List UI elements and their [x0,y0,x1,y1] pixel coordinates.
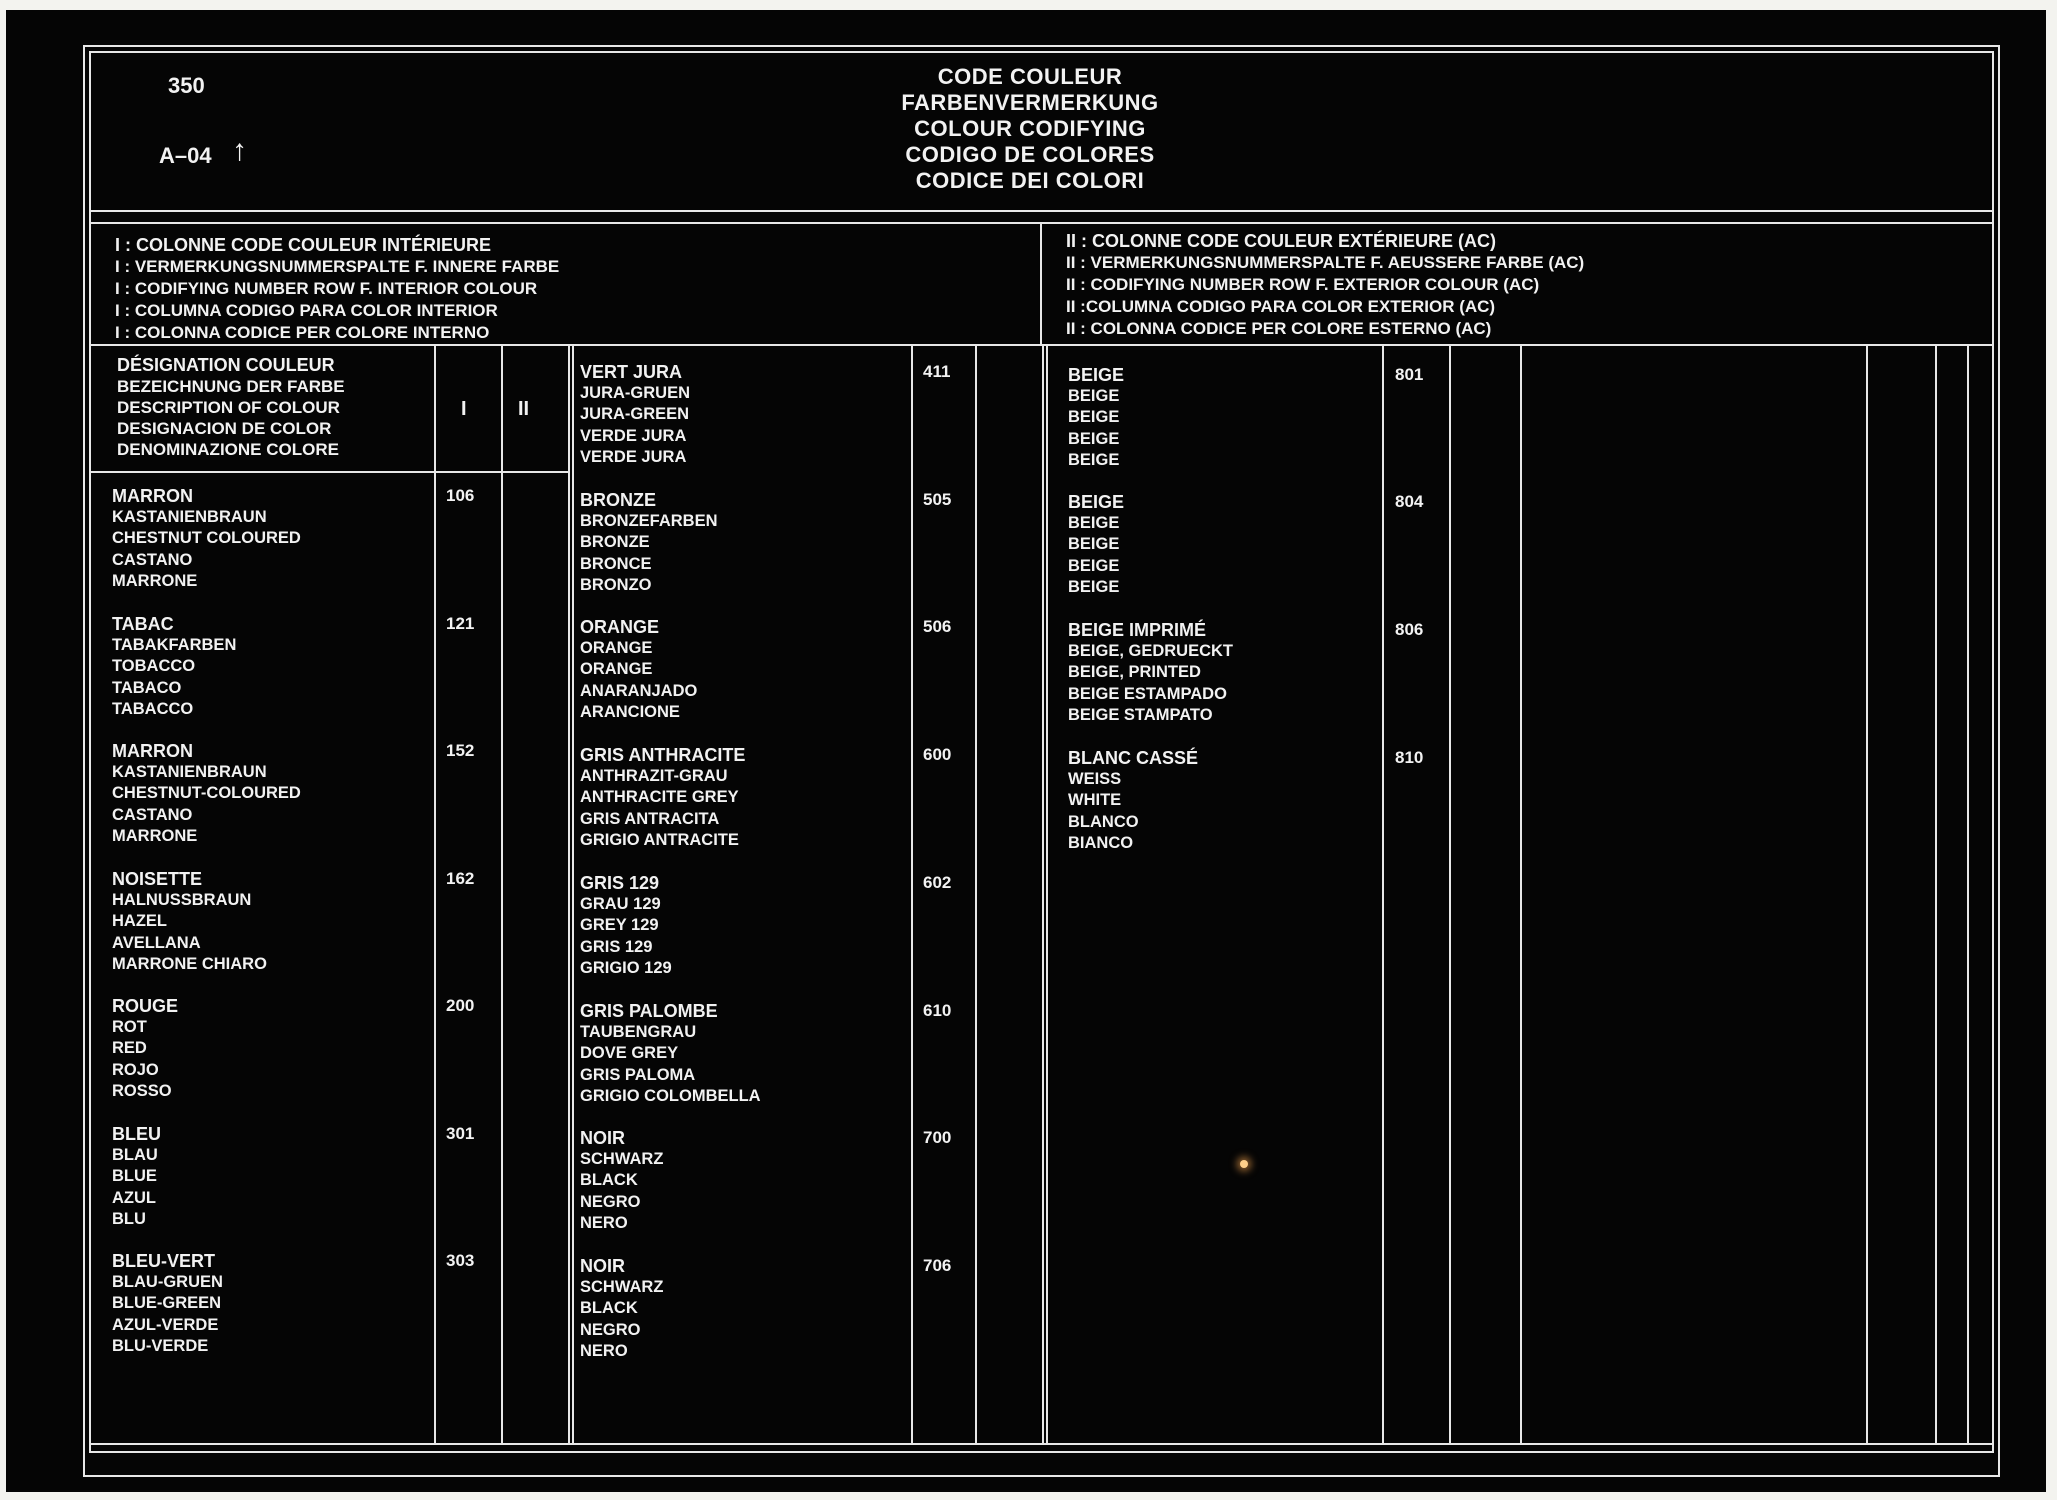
color-entry [580,745,745,851]
color-name-de: ROT [112,1018,147,1037]
legend-line: II :COLUMNA CODIGO PARA COLOR EXTERIOR (AC) [1066,297,1496,316]
legend-line: I : COLONNE CODE COULEUR INTÉRIEURE [115,235,492,255]
color-name-it: GRIGIO ANTRACITE [580,830,739,849]
color-name-de: TABAKFARBEN [112,636,237,655]
color-name-de: BLAU-GRUEN [112,1273,223,1292]
color-code: 810 [1395,748,1424,767]
color-name-es: GRIS 129 [580,937,653,956]
color-code: 303 [446,1251,475,1270]
rule-col2-ii-right [1042,344,1044,1443]
color-name-es: NEGRO [580,1320,641,1339]
color-code: 200 [446,996,475,1015]
color-name-fr: NOIR [580,1256,625,1276]
color-name-de: KASTANIENBRAUN [112,508,267,527]
color-name-es: AVELLANA [112,933,201,952]
title-line: CODE COULEUR [937,64,1123,89]
color-entry [1068,365,1124,471]
color-code: 162 [446,869,475,888]
legend-line: II : VERMERKUNGSNUMMERSPALTE F. AEUSSERE FARBE (AC) [1066,253,1585,272]
color-entry [112,1124,161,1230]
color-entry [580,873,672,979]
color-name-es: BEIGE [1068,429,1120,448]
color-name-it: NERO [580,1341,628,1360]
color-entry [112,1251,223,1357]
color-name-de: GRAU 129 [580,895,661,914]
color-name-it: TABACCO [112,699,194,718]
color-name-de: ORANGE [580,639,653,658]
color-entry [1068,492,1124,598]
color-name-it: GRIGIO COLOMBELLA [580,1086,761,1105]
color-name-fr: TABAC [112,614,174,634]
legend-line: I : VERMERKUNGSNUMMERSPALTE F. INNERE FARBE [115,257,560,276]
page-number: 350 [168,73,205,98]
color-name-de: BEIGE [1068,387,1120,406]
color-entry [112,869,267,975]
color-name-es: CASTANO [112,550,193,569]
page-title [820,64,1240,194]
color-name-en: BEIGE [1068,535,1120,554]
rule-col3-left [1046,344,1048,1443]
color-name-it: BEIGE [1068,450,1120,469]
legend-line: I : COLUMNA CODIGO PARA COLOR INTERIOR [115,301,498,320]
color-name-fr: NOISETTE [112,869,203,889]
color-name-fr: BEIGE [1068,492,1125,512]
color-name-es: AZUL [112,1188,156,1207]
color-code: 706 [923,1256,952,1275]
color-name-de: SCHWARZ [580,1278,664,1297]
rule-col2-ii-left [975,344,977,1443]
color-code: 106 [446,486,475,505]
color-name-fr: BEIGE IMPRIMÉ [1068,620,1207,640]
color-name-en: TOBACCO [112,657,196,676]
column-ii-header: II [518,398,530,420]
color-name-it: VERDE JURA [580,447,687,466]
color-entry [580,1128,663,1234]
rule-col2-right-a [572,344,574,1443]
color-name-es: BEIGE [1068,556,1120,575]
color-entry [112,486,301,592]
color-code: 600 [923,745,952,764]
color-name-it: BLU [112,1209,146,1228]
rule-col-ii-left [501,344,503,1443]
description-column-header [117,355,345,460]
color-name-es: ROJO [112,1060,159,1079]
rule-col4-b [1935,344,1937,1443]
color-name-en: GREY 129 [580,916,659,935]
color-entry [1068,620,1233,726]
rule-col3-code-left [1382,344,1384,1443]
color-name-fr: ROUGE [112,996,179,1016]
color-name-de: SCHWARZ [580,1150,664,1169]
color-name-es: BLANCO [1068,812,1139,831]
rule-header-bottom [89,210,1994,212]
color-name-it: BEIGE [1068,577,1120,596]
color-name-fr: GRIS PALOMBE [580,1001,718,1021]
rule-col-i-left [434,344,436,1443]
color-entry [1068,748,1198,854]
color-code: 506 [923,617,952,636]
title-line: FARBENVERMERKUNG [901,90,1159,115]
color-name-fr: GRIS 129 [580,873,660,893]
color-name-it: GRIGIO 129 [580,958,672,977]
header-line: DESIGNACION DE COLOR [117,419,332,438]
color-entry [580,1001,761,1107]
color-name-es: BRONCE [580,554,652,573]
color-name-it: ROSSO [112,1081,172,1100]
color-name-en: ANTHRACITE GREY [580,788,739,807]
color-name-fr: VERT JURA [580,362,683,382]
color-code: 801 [1395,365,1424,384]
color-name-en: BEIGE [1068,408,1120,427]
color-name-es: BEIGE ESTAMPADO [1068,684,1227,703]
color-name-fr: NOIR [580,1128,625,1148]
color-name-fr: MARRON [112,741,193,761]
color-name-en: JURA-GREEN [580,405,690,424]
color-code: 700 [923,1128,952,1147]
color-entry [580,1256,663,1362]
color-name-en: BRONZE [580,533,650,552]
color-name-fr: ORANGE [580,617,660,637]
header-line: DESCRIPTION OF COLOUR [117,398,340,417]
color-name-de: BEIGE, GEDRUECKT [1068,642,1234,661]
up-arrow-icon: ↑ [232,134,247,167]
color-entry [580,362,690,468]
color-name-es: CASTANO [112,805,193,824]
color-name-de: TAUBENGRAU [580,1023,697,1042]
color-name-es: GRIS ANTRACITA [580,809,720,828]
color-code: 411 [923,362,951,381]
color-name-de: ANTHRAZIT-GRAU [580,767,728,786]
color-entry [112,614,236,720]
color-name-es: ANARANJADO [580,681,698,700]
color-name-it: NERO [580,1213,628,1232]
title-line: CODIGO DE COLORES [905,142,1155,167]
color-name-fr: BRONZE [580,490,656,510]
color-name-en: ORANGE [580,660,653,679]
color-name-it: BEIGE STAMPATO [1068,705,1213,724]
header-line: DÉSIGNATION COULEUR [117,355,335,375]
color-name-en: CHESTNUT COLOURED [112,529,301,548]
color-name-de: BLAU [112,1146,158,1165]
title-line: CODICE DEI COLORI [915,168,1145,193]
rule-col4-c [1967,344,1969,1443]
title-line: COLOUR CODIFYING [914,116,1146,141]
color-name-en: BLUE [112,1167,157,1186]
color-code: 806 [1395,620,1424,639]
color-name-en: BLUE-GREEN [112,1294,222,1313]
legend-line: II : CODIFYING NUMBER ROW F. EXTERIOR COLOUR (AC) [1066,275,1540,294]
color-name-it: BRONZO [580,575,652,594]
color-code: 602 [923,873,952,892]
color-name-en: BLACK [580,1171,638,1190]
rule-col-ii-right [568,344,570,1443]
color-code: 804 [1395,492,1424,511]
rule-col4-a [1866,344,1868,1443]
color-name-de: BEIGE [1068,514,1120,533]
color-code: 121 [446,614,475,633]
color-name-es: TABACO [112,678,182,697]
rule-col2-code-left [911,344,913,1443]
reference-code: A–04 [159,143,212,168]
rule-col3-ii-right [1520,344,1522,1443]
color-name-fr: BLEU-VERT [112,1251,215,1271]
color-name-en: RED [112,1039,147,1058]
color-entry [580,617,697,723]
column-i-header: I [461,398,467,420]
color-name-it: BLU-VERDE [112,1336,209,1355]
color-code: 152 [446,741,475,760]
color-name-fr: GRIS ANTHRACITE [580,745,746,765]
legend-interior [115,234,559,344]
color-code: 610 [923,1001,952,1020]
color-name-en: WHITE [1068,791,1122,810]
color-name-it: MARRONE [112,571,198,590]
color-name-it: BIANCO [1068,833,1134,852]
rule-desc-head-bottom [89,471,570,473]
color-entry [112,996,178,1102]
color-name-en: BLACK [580,1299,638,1318]
color-name-fr: BLEU [112,1124,161,1144]
rule-bottom-band [89,1443,1994,1445]
header-line: DENOMINAZIONE COLORE [117,440,339,459]
color-name-es: VERDE JURA [580,426,687,445]
color-name-de: WEISS [1068,770,1122,789]
color-name-en: HAZEL [112,912,167,931]
color-entry [580,490,718,596]
color-entry [112,741,301,847]
color-name-en: BEIGE, PRINTED [1068,663,1201,682]
header-line: BEZEICHNUNG DER FARBE [117,377,345,396]
rule-col3-ii-left [1449,344,1451,1443]
color-name-de: JURA-GRUEN [580,384,691,403]
color-code: 301 [446,1124,475,1143]
color-name-de: BRONZEFARBEN [580,512,718,531]
color-name-de: HALNUSSBRAUN [112,891,252,910]
legend-line: I : CODIFYING NUMBER ROW F. INTERIOR COLOUR [115,279,538,298]
color-name-fr: BLANC CASSÉ [1068,748,1199,768]
color-name-en: CHESTNUT-COLOURED [112,784,301,803]
color-name-es: AZUL-VERDE [112,1315,219,1334]
color-name-es: NEGRO [580,1192,641,1211]
color-name-it: MARRONE CHIARO [112,954,267,973]
color-name-fr: MARRON [112,486,193,506]
color-name-it: ARANCIONE [580,702,680,721]
light-spot [1240,1160,1248,1168]
color-code: 505 [923,490,952,509]
color-name-fr: BEIGE [1068,365,1125,385]
color-name-es: GRIS PALOMA [580,1065,696,1084]
color-name-it: MARRONE [112,826,198,845]
legend-exterior [1066,230,1584,340]
color-name-de: KASTANIENBRAUN [112,763,267,782]
legend-line: II : COLONNA CODICE PER COLORE ESTERNO (AC) [1066,319,1492,338]
rule-legend-divider [1040,222,1042,344]
legend-line: II : COLONNE CODE COULEUR EXTÉRIEURE (AC) [1066,231,1497,251]
legend-line: I : COLONNA CODICE PER COLORE INTERNO [115,323,490,342]
color-name-en: DOVE GREY [580,1044,679,1063]
